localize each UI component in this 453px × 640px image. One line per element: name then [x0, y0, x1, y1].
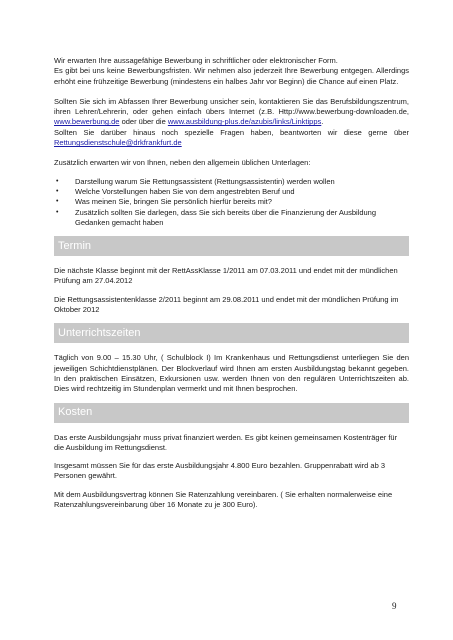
section-heading-termin [54, 236, 409, 256]
list-item-text: Darstellung warum Sie Rettungsassistent (Rettungsassistentin) werden wollen [75, 176, 335, 186]
intro-paragraph-3-text: Sollten Sie sich im Abfassen Ihrer Bewerbung unsicher sein, kontaktieren Sie das Berufsbildungszentrum, ihren Lehrer/Lehrerin, oder gehen einfach übers Internet (z.B. Http://www.bewerbung-downloaden.de, [54, 96, 409, 117]
bullet-icon: • [56, 198, 59, 206]
intro-paragraph-5: Zusätzlich erwarten wir von Ihnen, neben den allgemein üblichen Unterlagen: [54, 158, 311, 168]
list-item [54, 197, 409, 207]
unterricht-paragraph-1: Täglich von 9.00 – 15.30 Uhr, ( Schulblock I) Im Krankenhaus und Rettungsdienst unterliegen Sie den jeweiligen Schichtdienstplänen. Der Blockverlauf wird Ihnen am ersten Ausbildungstag bekannt gegeben. In den praktischen Einsätzen, Exkursionen usw. werden Ihnen von den regulären Unterrichtszeiten ab. Dies wird rechtzeitig im Stundenplan vermerkt und mit Ihnen besprochen. [54, 353, 409, 394]
bullet-icon: • [56, 208, 59, 216]
list-item-text: Was meinen Sie, bringen Sie persönlich hierfür bereits mit? [75, 197, 272, 207]
list-item-text: Welche Vorstellungen haben Sie von dem angestrebten Beruf und [75, 186, 295, 196]
requirements-list [54, 177, 409, 228]
document-page [54, 56, 409, 510]
section-heading-kosten [54, 403, 409, 423]
intro-paragraph-4 [54, 128, 409, 149]
list-item [54, 187, 409, 197]
termin-paragraph-2: Die Rettungsassistentenklasse 2/2011 beginnt am 29.08.2011 und endet mit der mündlichen Prüfung im Oktober 2012 [54, 294, 399, 315]
termin-paragraph-1: Die nächste Klasse beginnt mit der RettAssKlasse 1/2011 am 07.03.2011 und endet mit der mündlichen Prüfung am 27.04.2012 [54, 266, 398, 286]
intro-paragraph-3 [54, 97, 409, 128]
bullet-icon: • [56, 187, 59, 195]
kosten-paragraph-2: Insgesamt müssen Sie für das erste Ausbildungsjahr 4.800 Euro bezahlen. Gruppenrabatt wird ab 3 Personen gewährt. [54, 461, 386, 481]
intro-paragraph-2: Es gibt bei uns keine Bewerbungsfristen. Wir nehmen also jederzeit Ihre Bewerbung entgegen. Allerdings erhöht eine frühzeitige Bewerbung (mindestens ein halbes Jahr vor Beginn) die Chance auf einen Platz. [54, 66, 409, 86]
list-item [54, 177, 409, 187]
kosten-paragraph-3: Mit dem Ausbildungsvertrag können Sie Ratenzahlung vereinbaren. ( Sie erhalten normalerweise eine Ratenzahlungsvereinbarung über 16 Monate zu je 300 Euro). [54, 489, 393, 510]
intro-paragraph-1: Wir erwarten Ihre aussagefähige Bewerbung in schriftlicher oder elektronischer Form. [54, 56, 338, 65]
link-email[interactable]: Rettungsdienstschule@drkfrankfurt.de [54, 138, 182, 148]
bullet-icon: • [56, 177, 59, 185]
list-item-text: Zusätzlich sollten Sie darlegen, dass Sie sich bereits über die Finanzierung der Ausbildung Gedanken gemacht haben [75, 207, 377, 227]
section-heading-unterrichtszeiten-label: Unterrichtszeiten [58, 327, 141, 340]
link-bewerbung[interactable]: www.bewerbung.de [54, 117, 120, 127]
section-heading-kosten-label: Kosten [58, 406, 93, 419]
intro-paragraph-3-end: . [321, 117, 324, 127]
page-number: 9 [392, 601, 397, 611]
kosten-paragraph-1: Das erste Ausbildungsjahr muss privat finanziert werden. Es gibt keinen gemeinsamen Kostenträger für die Ausbildung im Rettungsdienst. [54, 432, 398, 452]
section-heading-unterrichtszeiten [54, 323, 409, 343]
link-ausbildung-plus[interactable]: www.ausbildung-plus.de/azubis/links/Linktipps [167, 117, 322, 127]
list-item [54, 208, 409, 229]
intro-paragraph-4-text: Sollten Sie darüber hinaus noch spezielle Fragen haben, beantworten wir diese gerne über [54, 127, 409, 137]
section-heading-termin-label: Termin [58, 240, 92, 252]
intro-paragraph-3-mid: oder über die [121, 117, 166, 127]
